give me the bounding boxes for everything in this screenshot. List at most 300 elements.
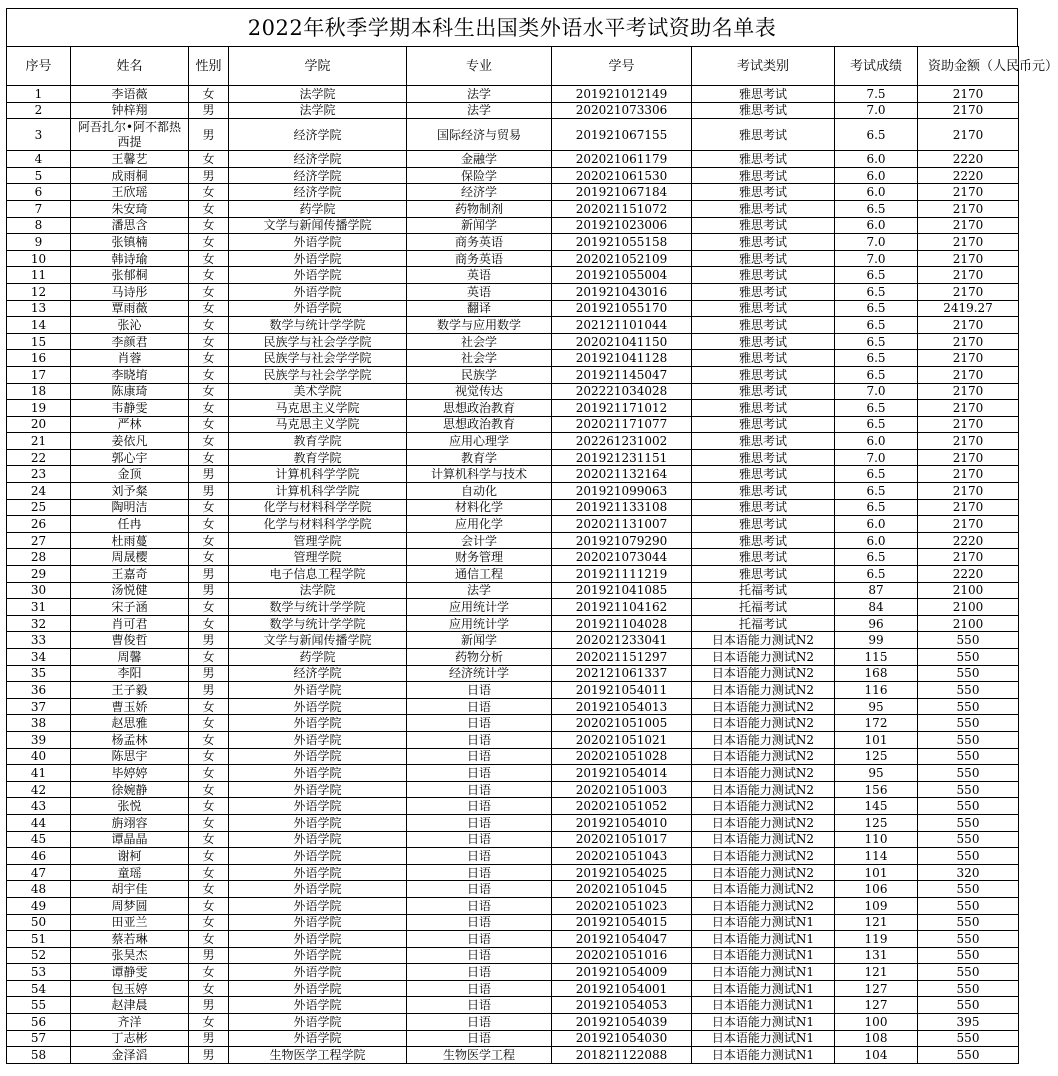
- cell-college: 法学院: [229, 86, 407, 103]
- cell-gender: 男: [189, 665, 229, 682]
- cell-index: 24: [7, 483, 71, 500]
- cell-amount: 2100: [918, 615, 1019, 632]
- cell-student-id: 202021151297: [552, 649, 692, 666]
- cell-college: 美术学院: [229, 383, 407, 400]
- cell-gender: 男: [189, 566, 229, 583]
- table-row: [7, 234, 1019, 251]
- cell-exam-type: 日本语能力测试N2: [692, 682, 835, 699]
- cell-college: 外语学院: [229, 798, 407, 815]
- cell-index: 57: [7, 1030, 71, 1047]
- header-amount-label: 资助金额（人民币元）: [928, 58, 1058, 74]
- cell-student-id: 202021051003: [552, 781, 692, 798]
- cell-name: 李语薇: [71, 86, 189, 103]
- cell-amount: 550: [918, 947, 1019, 964]
- cell-score: 7.5: [835, 86, 918, 103]
- cell-exam-type: 托福考试: [692, 599, 835, 616]
- table-row: [7, 682, 1019, 699]
- cell-name: 肖蓉: [71, 350, 189, 367]
- cell-amount: 2220: [918, 151, 1019, 168]
- cell-index: 17: [7, 366, 71, 383]
- cell-index: 11: [7, 267, 71, 284]
- cell-student-id: 202261231002: [552, 433, 692, 450]
- cell-college: 外语学院: [229, 997, 407, 1014]
- header-amount: [918, 47, 1058, 86]
- header-gender: 性别: [189, 47, 229, 86]
- cell-gender: 女: [189, 781, 229, 798]
- cell-student-id: 201921055004: [552, 267, 692, 284]
- cell-amount: 2170: [918, 383, 1019, 400]
- table-row: [7, 516, 1019, 533]
- cell-gender: 女: [189, 698, 229, 715]
- cell-student-id: 201921055170: [552, 300, 692, 317]
- cell-college: 化学与材料科学学院: [229, 516, 407, 533]
- cell-score: 100: [835, 1014, 918, 1031]
- cell-amount: 550: [918, 997, 1019, 1014]
- cell-amount: 2170: [918, 200, 1019, 217]
- cell-amount: 2220: [918, 566, 1019, 583]
- cell-name: 李晓堉: [71, 366, 189, 383]
- cell-index: 43: [7, 798, 71, 815]
- cell-index: 12: [7, 283, 71, 300]
- cell-exam-type: 日本语能力测试N2: [692, 715, 835, 732]
- cell-major: 日语: [407, 715, 552, 732]
- cell-student-id: 202021051023: [552, 897, 692, 914]
- cell-college: 经济学院: [229, 665, 407, 682]
- cell-index: 40: [7, 748, 71, 765]
- cell-exam-type: 日本语能力测试N1: [692, 1047, 835, 1064]
- cell-amount: 550: [918, 931, 1019, 948]
- table-row: [7, 499, 1019, 516]
- table-row: [7, 864, 1019, 881]
- cell-gender: 女: [189, 964, 229, 981]
- cell-index: 21: [7, 433, 71, 450]
- cell-gender: 女: [189, 333, 229, 350]
- cell-major: 日语: [407, 814, 552, 831]
- cell-name: 周馨: [71, 649, 189, 666]
- table-row: [7, 731, 1019, 748]
- cell-major: 英语: [407, 283, 552, 300]
- cell-major: 自动化: [407, 483, 552, 500]
- cell-major: 日语: [407, 731, 552, 748]
- cell-gender: 女: [189, 217, 229, 234]
- cell-amount: 2170: [918, 283, 1019, 300]
- cell-amount: 2170: [918, 267, 1019, 284]
- cell-gender: 女: [189, 499, 229, 516]
- table-body: [7, 86, 1019, 1064]
- cell-name: 朱安琦: [71, 200, 189, 217]
- cell-amount: 550: [918, 848, 1019, 865]
- cell-index: 26: [7, 516, 71, 533]
- cell-student-id: 201921231151: [552, 449, 692, 466]
- cell-name: 马诗彤: [71, 283, 189, 300]
- cell-exam-type: 雅思考试: [692, 151, 835, 168]
- cell-college: 外语学院: [229, 848, 407, 865]
- cell-score: 119: [835, 931, 918, 948]
- cell-gender: 女: [189, 748, 229, 765]
- cell-college: 法学院: [229, 102, 407, 119]
- cell-student-id: 202021073306: [552, 102, 692, 119]
- cell-student-id: 201921023006: [552, 217, 692, 234]
- cell-exam-type: 日本语能力测试N2: [692, 831, 835, 848]
- cell-amount: 550: [918, 731, 1019, 748]
- cell-score: 7.0: [835, 234, 918, 251]
- cell-score: 115: [835, 649, 918, 666]
- cell-college: 外语学院: [229, 748, 407, 765]
- table-row: [7, 931, 1019, 948]
- cell-student-id: 202021051005: [552, 715, 692, 732]
- funding-table: [6, 46, 1058, 1064]
- cell-gender: 女: [189, 549, 229, 566]
- cell-score: 6.5: [835, 483, 918, 500]
- cell-student-id: 202021052109: [552, 250, 692, 267]
- cell-name: 谭静雯: [71, 964, 189, 981]
- cell-college: 外语学院: [229, 980, 407, 997]
- cell-score: 156: [835, 781, 918, 798]
- cell-major: 民族学: [407, 366, 552, 383]
- cell-amount: 550: [918, 649, 1019, 666]
- cell-major: 日语: [407, 848, 552, 865]
- cell-amount: 550: [918, 914, 1019, 931]
- cell-index: 53: [7, 964, 71, 981]
- cell-gender: 男: [189, 632, 229, 649]
- cell-major: 应用统计学: [407, 615, 552, 632]
- cell-score: 6.5: [835, 466, 918, 483]
- cell-score: 125: [835, 748, 918, 765]
- cell-major: 计算机科学与技术: [407, 466, 552, 483]
- cell-name: 胡宇佳: [71, 881, 189, 898]
- cell-index: 9: [7, 234, 71, 251]
- cell-gender: 女: [189, 449, 229, 466]
- cell-student-id: 202021051017: [552, 831, 692, 848]
- cell-exam-type: 雅思考试: [692, 234, 835, 251]
- cell-score: 99: [835, 632, 918, 649]
- cell-student-id: 201921067155: [552, 119, 692, 151]
- cell-student-id: 201921012149: [552, 86, 692, 103]
- cell-amount: 320: [918, 864, 1019, 881]
- cell-gender: 女: [189, 1014, 229, 1031]
- table-row: [7, 1030, 1019, 1047]
- cell-amount: 550: [918, 632, 1019, 649]
- cell-score: 6.0: [835, 532, 918, 549]
- cell-gender: 男: [189, 167, 229, 184]
- cell-exam-type: 雅思考试: [692, 499, 835, 516]
- cell-index: 41: [7, 765, 71, 782]
- cell-index: 32: [7, 615, 71, 632]
- cell-major: 新闻学: [407, 632, 552, 649]
- table-row: [7, 416, 1019, 433]
- header-student-id: 学号: [552, 47, 692, 86]
- cell-exam-type: 日本语能力测试N2: [692, 848, 835, 865]
- cell-amount: 2170: [918, 184, 1019, 201]
- cell-score: 6.5: [835, 119, 918, 151]
- table-row: [7, 831, 1019, 848]
- cell-name: 王嘉奇: [71, 566, 189, 583]
- cell-name: 张郁桐: [71, 267, 189, 284]
- cell-college: 外语学院: [229, 781, 407, 798]
- cell-gender: 女: [189, 267, 229, 284]
- cell-student-id: 202021051043: [552, 848, 692, 865]
- table-row: [7, 532, 1019, 549]
- cell-name: 金泽滔: [71, 1047, 189, 1064]
- cell-exam-type: 雅思考试: [692, 416, 835, 433]
- cell-score: 6.5: [835, 300, 918, 317]
- header-score: 考试成绩: [835, 47, 918, 86]
- cell-student-id: 201921145047: [552, 366, 692, 383]
- cell-score: 6.5: [835, 416, 918, 433]
- cell-name: 杨孟林: [71, 731, 189, 748]
- cell-amount: 550: [918, 881, 1019, 898]
- cell-college: 教育学院: [229, 449, 407, 466]
- header-exam-type: 考试类别: [692, 47, 835, 86]
- cell-score: 7.0: [835, 383, 918, 400]
- cell-name: 陶明洁: [71, 499, 189, 516]
- cell-major: 会计学: [407, 532, 552, 549]
- cell-index: 35: [7, 665, 71, 682]
- cell-major: 日语: [407, 831, 552, 848]
- cell-student-id: 202021132164: [552, 466, 692, 483]
- cell-college: 外语学院: [229, 731, 407, 748]
- cell-score: 6.0: [835, 184, 918, 201]
- cell-exam-type: 雅思考试: [692, 449, 835, 466]
- cell-name: 曹玉娇: [71, 698, 189, 715]
- cell-college: 数学与统计学学院: [229, 599, 407, 616]
- cell-index: 39: [7, 731, 71, 748]
- cell-amount: 550: [918, 682, 1019, 699]
- cell-exam-type: 日本语能力测试N1: [692, 914, 835, 931]
- cell-score: 95: [835, 765, 918, 782]
- cell-name: 汤悦健: [71, 582, 189, 599]
- cell-exam-type: 日本语能力测试N2: [692, 632, 835, 649]
- cell-major: 保险学: [407, 167, 552, 184]
- cell-score: 127: [835, 980, 918, 997]
- header-major: 专业: [407, 47, 552, 86]
- table-row: [7, 566, 1019, 583]
- cell-college: 外语学院: [229, 964, 407, 981]
- cell-name: 丁志彬: [71, 1030, 189, 1047]
- cell-major: 日语: [407, 682, 552, 699]
- cell-name: 蔡若琳: [71, 931, 189, 948]
- table-row: [7, 615, 1019, 632]
- cell-amount: 2170: [918, 400, 1019, 417]
- cell-index: 18: [7, 383, 71, 400]
- cell-name: 韦静雯: [71, 400, 189, 417]
- cell-exam-type: 托福考试: [692, 615, 835, 632]
- cell-major: 国际经济与贸易: [407, 119, 552, 151]
- cell-major: 法学: [407, 102, 552, 119]
- cell-amount: 2170: [918, 119, 1019, 151]
- cell-student-id: 202021061530: [552, 167, 692, 184]
- cell-gender: 女: [189, 350, 229, 367]
- cell-name: 包玉婷: [71, 980, 189, 997]
- cell-college: 外语学院: [229, 715, 407, 732]
- cell-name: 旃翊容: [71, 814, 189, 831]
- cell-major: 法学: [407, 86, 552, 103]
- cell-score: 110: [835, 831, 918, 848]
- cell-student-id: 201821122088: [552, 1047, 692, 1064]
- cell-amount: 550: [918, 781, 1019, 798]
- cell-score: 108: [835, 1030, 918, 1047]
- cell-gender: 女: [189, 765, 229, 782]
- cell-student-id: 202021061179: [552, 151, 692, 168]
- cell-index: 48: [7, 881, 71, 898]
- cell-exam-type: 雅思考试: [692, 516, 835, 533]
- cell-student-id: 201921054009: [552, 964, 692, 981]
- cell-student-id: 201921054015: [552, 914, 692, 931]
- cell-index: 47: [7, 864, 71, 881]
- cell-index: 51: [7, 931, 71, 948]
- cell-gender: 女: [189, 649, 229, 666]
- cell-college: 民族学与社会学学院: [229, 366, 407, 383]
- cell-amount: 2170: [918, 549, 1019, 566]
- cell-major: 日语: [407, 980, 552, 997]
- cell-college: 马克思主义学院: [229, 400, 407, 417]
- table-row: [7, 333, 1019, 350]
- cell-index: 44: [7, 814, 71, 831]
- cell-major: 日语: [407, 698, 552, 715]
- cell-score: 6.5: [835, 200, 918, 217]
- cell-college: 外语学院: [229, 897, 407, 914]
- table-row: [7, 400, 1019, 417]
- table-row: [7, 914, 1019, 931]
- cell-college: 管理学院: [229, 532, 407, 549]
- cell-score: 116: [835, 682, 918, 699]
- cell-exam-type: 雅思考试: [692, 483, 835, 500]
- table-row: [7, 267, 1019, 284]
- cell-gender: 女: [189, 200, 229, 217]
- table-row: [7, 1014, 1019, 1031]
- cell-college: 生物医学工程学院: [229, 1047, 407, 1064]
- table-row: [7, 549, 1019, 566]
- table-row: [7, 200, 1019, 217]
- cell-index: 27: [7, 532, 71, 549]
- cell-major: 日语: [407, 881, 552, 898]
- cell-college: 数学与统计学学院: [229, 615, 407, 632]
- cell-index: 30: [7, 582, 71, 599]
- cell-score: 6.5: [835, 400, 918, 417]
- cell-amount: 550: [918, 665, 1019, 682]
- cell-exam-type: 雅思考试: [692, 532, 835, 549]
- cell-amount: 395: [918, 1014, 1019, 1031]
- cell-name: 李颜君: [71, 333, 189, 350]
- cell-amount: 2170: [918, 350, 1019, 367]
- cell-exam-type: 雅思考试: [692, 267, 835, 284]
- cell-gender: 女: [189, 516, 229, 533]
- cell-name: 覃雨薇: [71, 300, 189, 317]
- cell-index: 37: [7, 698, 71, 715]
- cell-college: 马克思主义学院: [229, 416, 407, 433]
- funding-list-sheet: [6, 8, 1058, 1064]
- sheet-title: 2022年秋季学期本科生出国类外语水平考试资助名单表: [6, 8, 1018, 46]
- cell-major: 金融学: [407, 151, 552, 168]
- cell-exam-type: 雅思考试: [692, 350, 835, 367]
- table-row: [7, 102, 1019, 119]
- cell-exam-type: 日本语能力测试N2: [692, 814, 835, 831]
- cell-score: 6.5: [835, 283, 918, 300]
- table-row: [7, 433, 1019, 450]
- cell-gender: 女: [189, 300, 229, 317]
- cell-name: 周晟樱: [71, 549, 189, 566]
- cell-major: 经济学: [407, 184, 552, 201]
- cell-student-id: 201921054014: [552, 765, 692, 782]
- cell-score: 7.0: [835, 102, 918, 119]
- cell-index: 2: [7, 102, 71, 119]
- cell-student-id: 202021051045: [552, 881, 692, 898]
- cell-major: 应用化学: [407, 516, 552, 533]
- cell-name: 郭心宇: [71, 449, 189, 466]
- table-row: [7, 947, 1019, 964]
- cell-major: 药物分析: [407, 649, 552, 666]
- cell-amount: 2419.27: [918, 300, 1019, 317]
- cell-index: 49: [7, 897, 71, 914]
- cell-student-id: 201921104028: [552, 615, 692, 632]
- cell-major: 经济统计学: [407, 665, 552, 682]
- cell-score: 84: [835, 599, 918, 616]
- cell-name: 田亚兰: [71, 914, 189, 931]
- cell-major: 数学与应用数学: [407, 317, 552, 334]
- cell-college: 文学与新闻传播学院: [229, 632, 407, 649]
- cell-major: 视觉传达: [407, 383, 552, 400]
- cell-index: 36: [7, 682, 71, 699]
- cell-gender: 男: [189, 1030, 229, 1047]
- cell-score: 6.5: [835, 267, 918, 284]
- cell-college: 文学与新闻传播学院: [229, 217, 407, 234]
- cell-exam-type: 日本语能力测试N2: [692, 864, 835, 881]
- cell-gender: 女: [189, 250, 229, 267]
- cell-college: 电子信息工程学院: [229, 566, 407, 583]
- cell-name: 陈思宇: [71, 748, 189, 765]
- cell-name: 曹俊哲: [71, 632, 189, 649]
- cell-index: 38: [7, 715, 71, 732]
- cell-college: 法学院: [229, 582, 407, 599]
- cell-college: 计算机科学学院: [229, 466, 407, 483]
- cell-gender: 男: [189, 997, 229, 1014]
- cell-student-id: 202021051028: [552, 748, 692, 765]
- cell-index: 10: [7, 250, 71, 267]
- cell-major: 通信工程: [407, 566, 552, 583]
- cell-gender: 女: [189, 366, 229, 383]
- cell-index: 46: [7, 848, 71, 865]
- cell-name: 齐洋: [71, 1014, 189, 1031]
- table-row: [7, 283, 1019, 300]
- cell-name: 王馨艺: [71, 151, 189, 168]
- cell-name: 童瑶: [71, 864, 189, 881]
- cell-exam-type: 日本语能力测试N2: [692, 665, 835, 682]
- cell-score: 6.5: [835, 350, 918, 367]
- cell-major: 日语: [407, 1014, 552, 1031]
- cell-student-id: 202021151072: [552, 200, 692, 217]
- table-row: [7, 748, 1019, 765]
- cell-exam-type: 日本语能力测试N2: [692, 781, 835, 798]
- cell-amount: 2170: [918, 102, 1019, 119]
- cell-name: 潘思含: [71, 217, 189, 234]
- cell-exam-type: 日本语能力测试N2: [692, 798, 835, 815]
- cell-student-id: 202021073044: [552, 549, 692, 566]
- cell-exam-type: 雅思考试: [692, 317, 835, 334]
- cell-student-id: 202021051021: [552, 731, 692, 748]
- cell-name: 张镇楠: [71, 234, 189, 251]
- cell-student-id: 201921054013: [552, 698, 692, 715]
- cell-amount: 550: [918, 964, 1019, 981]
- cell-college: 经济学院: [229, 184, 407, 201]
- cell-score: 114: [835, 848, 918, 865]
- cell-student-id: 201921054001: [552, 980, 692, 997]
- cell-index: 4: [7, 151, 71, 168]
- cell-gender: 女: [189, 283, 229, 300]
- cell-exam-type: 日本语能力测试N2: [692, 881, 835, 898]
- cell-college: 外语学院: [229, 765, 407, 782]
- cell-amount: 550: [918, 1047, 1019, 1064]
- cell-student-id: 202121061337: [552, 665, 692, 682]
